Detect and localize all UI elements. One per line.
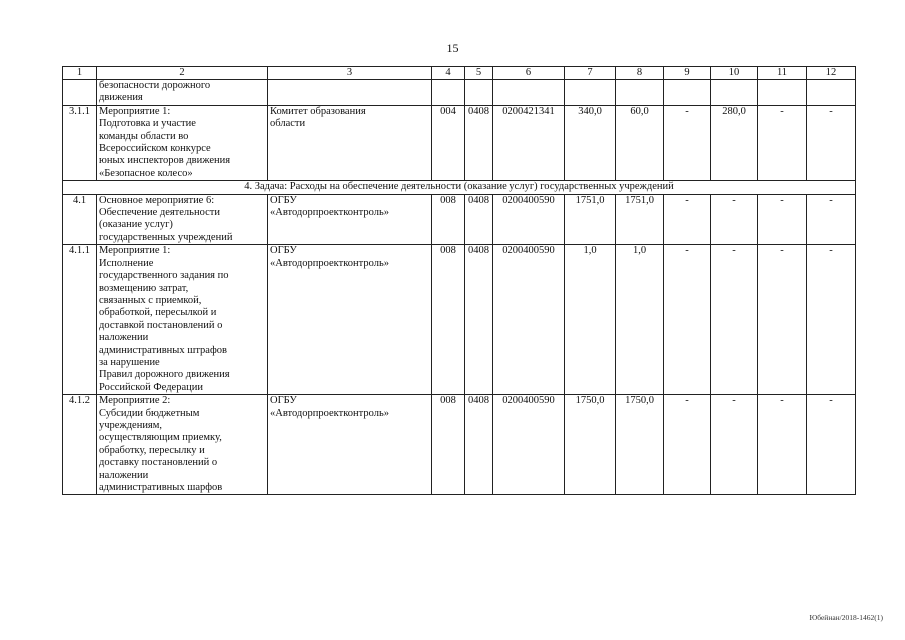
cell-c11: - (758, 245, 807, 395)
column-number-1: 1 (63, 67, 97, 80)
cell-c4 (432, 80, 465, 106)
cell-c9: - (664, 395, 711, 495)
measure-name-line: Подготовка и участие (99, 118, 196, 130)
measure-name-line: государственного задания по (99, 270, 229, 282)
table-row (63, 245, 856, 395)
measure-name-line: Мероприятие 1: (99, 105, 171, 117)
cell-c6 (493, 80, 565, 106)
row-code: 4.1.1 (63, 245, 97, 395)
cell-c4: 008 (432, 194, 465, 245)
measure-name-line: Мероприятие 2: (99, 395, 171, 407)
table-row (63, 395, 856, 495)
executor (268, 194, 432, 245)
measure-name (97, 80, 268, 106)
measure-name-line: государственных учреждений (99, 231, 233, 243)
column-number-10: 10 (711, 67, 758, 80)
column-number-6: 6 (493, 67, 565, 80)
measure-name-line: безопасности дорожного (99, 80, 211, 91)
cell-c5: 0408 (465, 105, 493, 180)
cell-c8 (616, 80, 664, 106)
measure-name-line: наложении (99, 469, 149, 481)
cell-c6: 0200400590 (493, 245, 565, 395)
executor (268, 105, 432, 180)
cell-c5: 0408 (465, 245, 493, 395)
cell-c12: - (807, 395, 856, 495)
measure-name (97, 395, 268, 495)
measure-name-line: «Безопасное колесо» (99, 167, 193, 179)
measure-name-line: доставку постановлений о (99, 457, 218, 469)
cell-c12: - (807, 194, 856, 245)
measure-name-line: административных штрафов (99, 344, 227, 356)
cell-c10: - (711, 395, 758, 495)
cell-c6: 0200400590 (493, 395, 565, 495)
column-number-5: 5 (465, 67, 493, 80)
column-number-row (63, 67, 856, 80)
cell-c11: - (758, 194, 807, 245)
measure-name-line: административных шарфов (99, 482, 223, 493)
measure-name-line: осуществляющим приемку, (99, 432, 222, 444)
footer-code: Юбейнан/2018-1462(1) (809, 613, 883, 622)
measure-name (97, 105, 268, 180)
column-number-9: 9 (664, 67, 711, 80)
measure-name-line: Российской Федерации (99, 381, 203, 393)
cell-c7: 1750,0 (565, 395, 616, 495)
cell-c4: 004 (432, 105, 465, 180)
cell-c7: 1,0 (565, 245, 616, 395)
measure-name-line: Субсидии бюджетным (99, 407, 200, 419)
cell-c8: 1751,0 (616, 194, 664, 245)
cell-c11 (758, 80, 807, 106)
measure-name-line: Исполнение (99, 257, 154, 269)
row-code: 4.1.2 (63, 395, 97, 495)
measure-name-line: Основное мероприятие 6: (99, 194, 215, 206)
measure-name-line: обработкой, пересылкой и (99, 307, 217, 319)
executor-line: Комитет образования (270, 105, 366, 117)
executor-line: «Автодорпроектконтроль» (270, 257, 390, 269)
cell-c4: 008 (432, 395, 465, 495)
column-number-3: 3 (268, 67, 432, 80)
measure-name-line: обработку, пересылку и (99, 444, 205, 456)
measure-name-line: Обеспечение деятельности (99, 207, 220, 219)
cell-c8: 60,0 (616, 105, 664, 180)
cell-c9: - (664, 194, 711, 245)
budget-table (62, 66, 856, 495)
table-row (63, 194, 856, 245)
measure-name-line: (оказание услуг) (99, 219, 173, 231)
measure-name (97, 245, 268, 395)
executor-line: «Автодорпроектконтроль» (270, 207, 390, 219)
table-row (63, 80, 856, 106)
column-number-4: 4 (432, 67, 465, 80)
executor (268, 80, 432, 106)
row-code (63, 80, 97, 106)
cell-c7: 340,0 (565, 105, 616, 180)
cell-c5: 0408 (465, 395, 493, 495)
row-code: 4.1 (63, 194, 97, 245)
task-row (63, 181, 856, 194)
cell-c4: 008 (432, 245, 465, 395)
measure-name-line: команды области во (99, 130, 189, 142)
measure-name (97, 194, 268, 245)
cell-c8: 1750,0 (616, 395, 664, 495)
measure-name-line: доставкой постановлений о (99, 319, 223, 331)
column-number-8: 8 (616, 67, 664, 80)
cell-c10: 280,0 (711, 105, 758, 180)
executor-line: «Автодорпроектконтроль» (270, 407, 390, 419)
column-number-11: 11 (758, 67, 807, 80)
cell-c10: - (711, 245, 758, 395)
cell-c6: 0200400590 (493, 194, 565, 245)
executor-line: ОГБУ (270, 245, 297, 257)
cell-c9: - (664, 105, 711, 180)
table-row (63, 105, 856, 180)
cell-c11: - (758, 395, 807, 495)
task-title: 4. Задача: Расходы на обеспечение деятельности (оказание услуг) государственных учреждений (63, 181, 856, 194)
cell-c5 (465, 80, 493, 106)
executor (268, 245, 432, 395)
measure-name-line: движения (99, 92, 143, 104)
cell-c7 (565, 80, 616, 106)
cell-c10: - (711, 194, 758, 245)
measure-name-line: Всероссийском конкурсе (99, 143, 211, 155)
cell-c9: - (664, 245, 711, 395)
cell-c9 (664, 80, 711, 106)
measure-name-line: возмещению затрат, (99, 282, 189, 294)
cell-c12: - (807, 105, 856, 180)
cell-c7: 1751,0 (565, 194, 616, 245)
cell-c8: 1,0 (616, 245, 664, 395)
measure-name-line: наложении (99, 332, 149, 344)
cell-c6: 0200421341 (493, 105, 565, 180)
measure-name-line: юных инспекторов движения (99, 155, 231, 167)
measure-name-line: Мероприятие 1: (99, 245, 171, 257)
cell-c10 (711, 80, 758, 106)
executor (268, 395, 432, 495)
column-number-2: 2 (97, 67, 268, 80)
measure-name-line: учреждениям, (99, 419, 163, 431)
column-number-12: 12 (807, 67, 856, 80)
cell-c11: - (758, 105, 807, 180)
cell-c5: 0408 (465, 194, 493, 245)
measure-name-line: связанных с приемкой, (99, 294, 202, 306)
cell-c12: - (807, 245, 856, 395)
column-number-7: 7 (565, 67, 616, 80)
executor-line: ОГБУ (270, 194, 297, 206)
executor-line: области (270, 118, 306, 130)
row-code: 3.1.1 (63, 105, 97, 180)
executor-line: ОГБУ (270, 395, 297, 407)
page-number: 15 (446, 41, 459, 55)
measure-name-line: за нарушение (99, 356, 160, 368)
cell-c12 (807, 80, 856, 106)
measure-name-line: Правил дорожного движения (99, 369, 230, 381)
